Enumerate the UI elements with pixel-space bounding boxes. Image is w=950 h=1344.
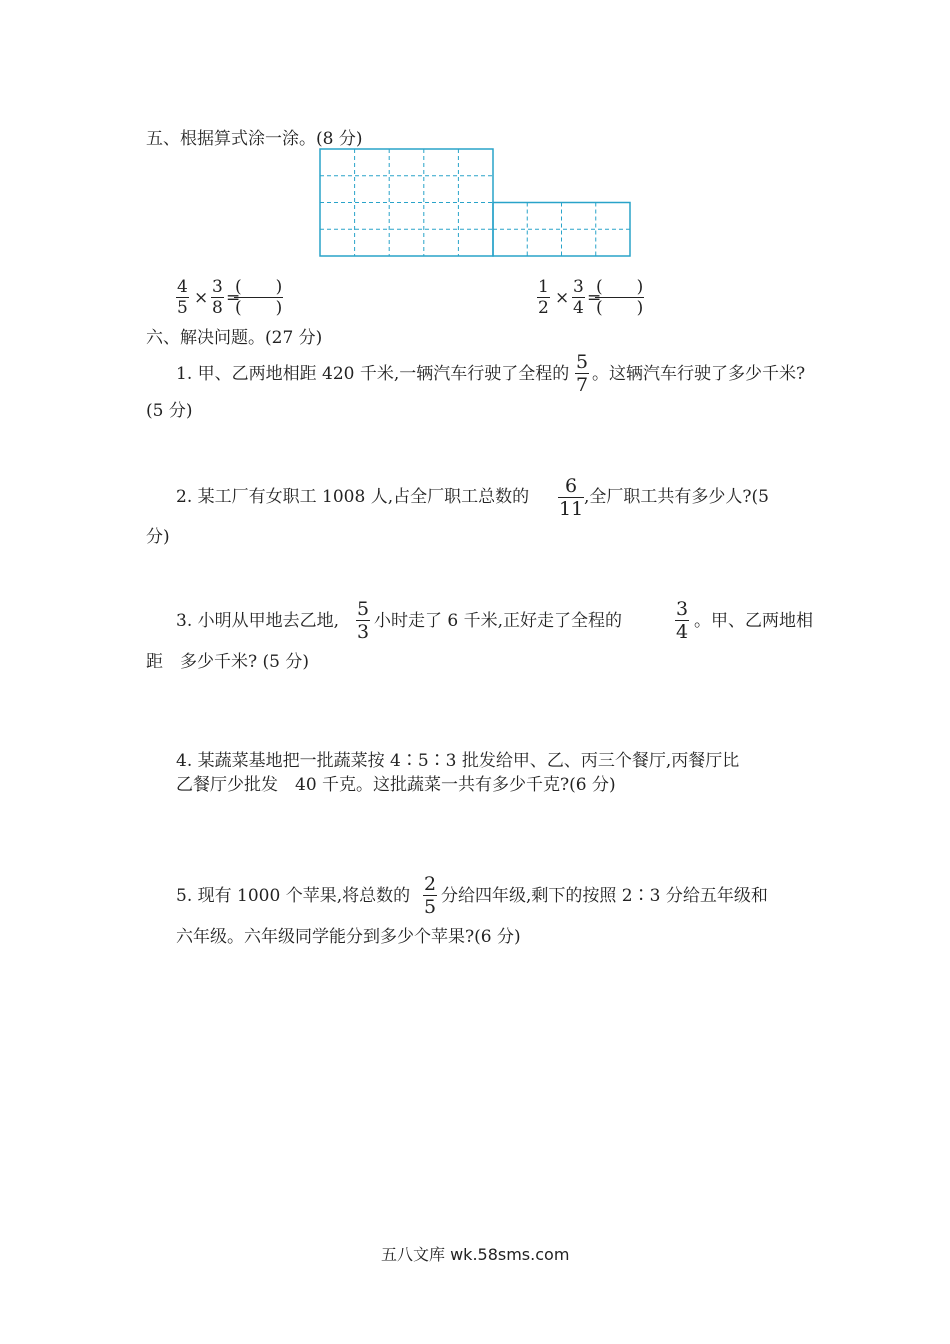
fraction xyxy=(575,351,589,396)
numerator: 4 xyxy=(177,277,188,297)
problem-text: 距 多少千米? (5 分) xyxy=(146,652,310,672)
denominator: 4 xyxy=(573,298,584,318)
section5-heading: 五、根据算式涂一涂。(8 分) xyxy=(146,129,363,149)
numerator: 3 xyxy=(676,598,689,620)
times-sign: × xyxy=(194,288,209,308)
denominator: 8 xyxy=(212,298,223,318)
blank-numerator: ( ) xyxy=(596,277,644,297)
answer-blank[interactable] xyxy=(234,277,283,318)
blank-denominator: ( ) xyxy=(235,298,283,318)
fraction xyxy=(675,598,689,643)
problem-text: 2. 某工厂有女职工 1008 人,占全厂职工总数的 xyxy=(176,487,530,507)
fraction xyxy=(537,277,550,318)
equals-sign: = xyxy=(226,288,241,308)
fraction xyxy=(423,873,437,918)
problem-score: 分) xyxy=(146,527,170,547)
fraction xyxy=(176,277,189,318)
times-sign: × xyxy=(555,288,570,308)
equals-sign: = xyxy=(587,288,602,308)
fraction xyxy=(356,598,370,643)
numerator: 2 xyxy=(424,873,437,895)
numerator: 5 xyxy=(576,351,589,373)
numerator: 5 xyxy=(357,598,370,620)
numerator: 3 xyxy=(212,277,223,297)
numerator: 1 xyxy=(538,277,549,297)
answer-blank[interactable] xyxy=(595,277,644,318)
blank-denominator: ( ) xyxy=(596,298,644,318)
problem-text: 3. 小明从甲地去乙地, xyxy=(176,611,340,631)
denominator: 2 xyxy=(538,298,549,318)
denominator: 11 xyxy=(559,498,584,520)
shading-grid xyxy=(318,147,632,258)
denominator: 5 xyxy=(424,896,437,918)
problem-text: 5. 现有 1000 个苹果,将总数的 xyxy=(176,886,411,906)
problem-text: 分给四年级,剩下的按照 2∶3 分给五年级和 xyxy=(441,886,768,906)
section6-heading: 六、解决问题。(27 分) xyxy=(146,328,323,348)
problem-text: 六年级。六年级同学能分到多少个苹果?(6 分) xyxy=(176,927,521,947)
problem-text: 小时走了 6 千米,正好走了全程的 xyxy=(374,611,623,631)
problem-text: 乙餐厅少批发 40 千克。这批蔬菜一共有多少千克?(6 分) xyxy=(176,775,616,795)
numerator: 6 xyxy=(565,475,578,497)
numerator: 3 xyxy=(573,277,584,297)
problem-score: (5 分) xyxy=(146,401,193,421)
fraction xyxy=(211,277,224,318)
denominator: 4 xyxy=(676,621,689,643)
problem-text: 4. 某蔬菜基地把一批蔬菜按 4∶5∶3 批发给甲、乙、丙三个餐厅,丙餐厅比 xyxy=(176,751,740,771)
footer-watermark: 五八文库 wk.58sms.com xyxy=(381,1245,570,1264)
denominator: 7 xyxy=(576,374,589,396)
problem-text: 1. 甲、乙两地相距 420 千米,一辆汽车行驶了全程的 xyxy=(176,364,570,384)
fraction xyxy=(558,475,584,520)
denominator: 3 xyxy=(357,621,370,643)
problem-text: ,全厂职工共有多少人?(5 xyxy=(584,487,769,507)
problem-text: 。甲、乙两地相 xyxy=(694,611,813,631)
problem-text: 。这辆汽车行驶了多少千米? xyxy=(592,364,806,384)
denominator: 5 xyxy=(177,298,188,318)
blank-numerator: ( ) xyxy=(235,277,283,297)
fraction xyxy=(572,277,585,318)
